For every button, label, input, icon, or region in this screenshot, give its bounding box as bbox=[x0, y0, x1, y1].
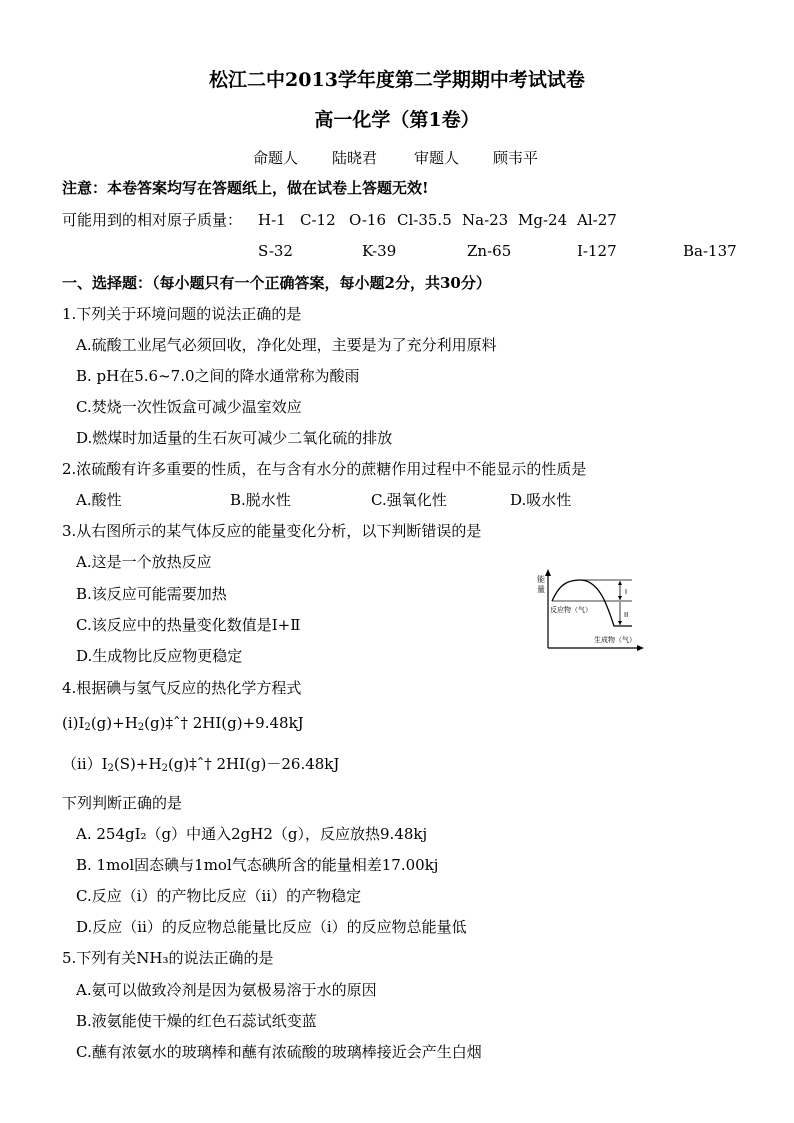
q4-option-d: D.反应（ⅱ）的反应物总能量比反应（ⅰ）的反应物总能量低 bbox=[76, 918, 467, 936]
mass-item: I-127 bbox=[577, 242, 617, 260]
x-axis-arrow bbox=[637, 645, 644, 651]
q5-stem: 5.下列有关NH₃的说法正确的是 bbox=[62, 949, 274, 967]
q5-option-a: A.氨可以做致冷剂是因为氨极易溶于水的原因 bbox=[76, 981, 377, 999]
eq1-middle: (g)+H bbox=[90, 714, 138, 732]
q3-stem: 3.从右图所示的某气体反应的能量变化分析，以下判断错误的是 bbox=[62, 522, 482, 540]
q4-option-c: C.反应（ⅰ）的产物比反应（ⅱ）的产物稳定 bbox=[76, 887, 362, 905]
y-axis-arrow bbox=[545, 569, 551, 576]
eq2-sub-h: 2 bbox=[161, 763, 168, 774]
q4-stem: 4.根据碘与氢气反应的热化学方程式 bbox=[62, 679, 302, 697]
mass-item: Mg-24 bbox=[518, 211, 568, 229]
q4-judge: 下列判断正确的是 bbox=[62, 794, 183, 812]
arrow-ii-head bbox=[618, 621, 622, 625]
q4-equation-2 bbox=[62, 754, 339, 774]
mass-item: S-32 bbox=[258, 242, 293, 260]
eq1-sub-h: 2 bbox=[137, 722, 145, 733]
exam-subtitle: 高一化学（第1卷） bbox=[314, 109, 480, 131]
q1-option-a: A.硫酸工业尾气必须回收，净化处理，主要是为了充分利用原料 bbox=[76, 336, 497, 354]
product-label: 生成物（气） bbox=[594, 636, 636, 644]
energy-diagram bbox=[528, 568, 648, 654]
section-heading: 一、选择题：（每小题只有一个正确答案，每小题2分，共30分） bbox=[62, 274, 491, 292]
ylabel-2: 量 bbox=[537, 585, 545, 594]
q5-option-b: B.液氨能使干燥的红色石蕊试纸变蓝 bbox=[76, 1012, 317, 1030]
ylabel-1: 能 bbox=[537, 575, 545, 584]
author-name-1: 陆晓君 bbox=[332, 149, 378, 167]
q4-option-a: A. 254gI₂（g）中通入2gH2（g），反应放热9.48kj bbox=[76, 825, 428, 843]
q1-option-c: C.焚烧一次性饭盒可减少温室效应 bbox=[76, 398, 302, 416]
eq2-i: I bbox=[101, 755, 108, 773]
eq1-tail: (g)‡ˆ† 2HI(g)+9.48kJ bbox=[144, 714, 304, 732]
q2-option-a: A.酸性 bbox=[76, 491, 122, 509]
q1-option-b: B. pH在5.6~7.0之间的降水通常称为酸雨 bbox=[76, 367, 360, 385]
q2-option-d: D.吸水性 bbox=[510, 491, 572, 509]
mass-item: Cl-35.5 bbox=[397, 211, 452, 229]
eq1-number: (ⅰ) bbox=[62, 714, 79, 732]
eq1-i: I bbox=[78, 714, 85, 732]
notice: 注意：本卷答案均写在答题纸上，做在试卷上答题无效! bbox=[62, 179, 429, 197]
mass-item: H-1 bbox=[258, 211, 286, 229]
exam-title: 松江二中2013学年度第二学期期中考试试卷 bbox=[209, 69, 585, 91]
mass-item: K-39 bbox=[362, 242, 397, 260]
masses-label: 可能用到的相对原子质量： bbox=[62, 211, 243, 229]
q1-stem: 1.下列关于环境问题的说法正确的是 bbox=[62, 305, 302, 323]
q3-option-d: D.生成物比反应物更稳定 bbox=[76, 647, 243, 665]
eq2-number: （ⅱ） bbox=[62, 755, 102, 773]
q2-option-b: B.脱水性 bbox=[230, 491, 291, 509]
eq1-sub: 2 bbox=[84, 722, 91, 733]
eq2-tail: (g)‡ˆ† 2HI(g)－26.48kJ bbox=[167, 755, 340, 773]
q2-option-c: C.强氧化性 bbox=[371, 491, 447, 509]
q4-equation-1 bbox=[62, 713, 304, 733]
mass-item: Na-23 bbox=[462, 211, 509, 229]
mark-i: I bbox=[625, 588, 628, 596]
author-label-2: 审题人 bbox=[414, 149, 460, 167]
mass-item: Ba-137 bbox=[683, 242, 737, 260]
q2-stem: 2.浓硫酸有许多重要的性质，在与含有水分的蔗糖作用过程中不能显示的性质是 bbox=[62, 460, 587, 478]
mass-item: C-12 bbox=[300, 211, 336, 229]
q4-option-b: B. 1mol固态碘与1mol气态碘所含的能量相差17.00kj bbox=[76, 856, 439, 874]
q1-option-d: D.燃煤时加适量的生石灰可减少二氧化硫的排放 bbox=[76, 429, 393, 447]
mass-item: Zn-65 bbox=[467, 242, 512, 260]
mass-item: Al-27 bbox=[577, 211, 617, 229]
mark-ii: II bbox=[624, 611, 629, 619]
q3-option-a: A.这是一个放热反应 bbox=[76, 553, 212, 571]
arrow-i-head-bottom bbox=[618, 596, 622, 600]
eq2-sub: 2 bbox=[107, 763, 114, 774]
arrow-i-head-top bbox=[618, 581, 622, 585]
q5-option-c: C.蘸有浓氨水的玻璃棒和蘸有浓硫酸的玻璃棒接近会产生白烟 bbox=[76, 1043, 482, 1061]
q3-option-c: C.该反应中的热量变化数值是Ⅰ+Ⅱ bbox=[76, 616, 301, 634]
mass-item: O-16 bbox=[349, 211, 387, 229]
reactant-label: 反应物（气） bbox=[550, 606, 592, 614]
author-label-1: 命题人 bbox=[253, 149, 299, 167]
author-name-2: 顾韦平 bbox=[493, 149, 539, 167]
eq2-middle: (S)+H bbox=[113, 755, 162, 773]
q3-option-b: B.该反应可能需要加热 bbox=[76, 585, 227, 603]
